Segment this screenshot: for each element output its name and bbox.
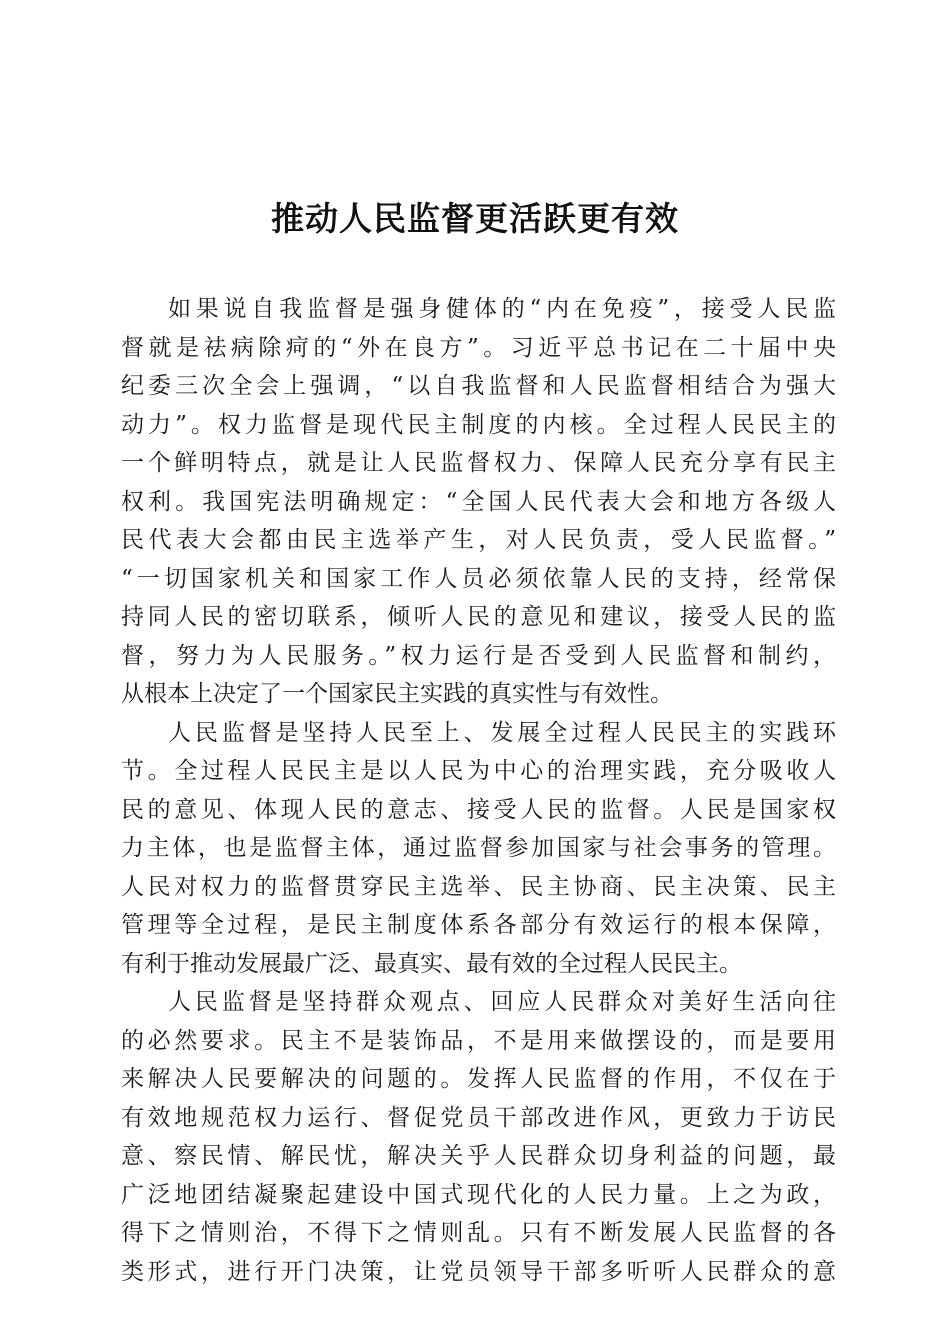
- text-line: “一切国家机关和国家工作人员必须依靠人民的支持，经常保: [121, 565, 836, 592]
- text-line: 管理等全过程，是民主制度体系各部分有效运行的根本保障，: [121, 912, 836, 938]
- text-line: 有利于推动发展最广泛、最真实、最有效的全过程人民民主。: [121, 950, 742, 977]
- text-line: 人民对权力的监督贯穿民主选举、民主协商、民主决策、民主: [121, 873, 836, 900]
- text-line: 纪委三次全会上强调，“以自我监督和人民监督相结合为强大: [121, 373, 836, 399]
- text-line: 意、察民情、解民忧，解决关乎人民群众切身利益的问题，最: [121, 1143, 836, 1169]
- text-line: 持同人民的密切联系，倾听人民的意见和建议，接受人民的监: [121, 604, 836, 630]
- paragraph-2: [121, 714, 836, 984]
- text-line: 类形式，进行开门决策，让党员领导干部多听听人民群众的意: [121, 1258, 836, 1285]
- text-line: 力主体，也是监督主体，通过监督参加国家与社会事务的管理。: [121, 835, 836, 861]
- text-line: 一个鲜明特点，就是让人民监督权力、保障人民充分享有民主: [121, 450, 836, 476]
- text-line: 如果说自我监督是强身健体的“内在免疫”，接受人民监: [168, 296, 836, 322]
- text-line: 权利。我国宪法明确规定：“全国人民代表大会和地方各级人: [121, 488, 836, 515]
- text-line: 从根本上决定了一个国家民主实践的真实性与有效性。: [121, 681, 673, 707]
- text-line: 来解决人民要解决的问题的。发挥人民监督的作用，不仅在于: [121, 1066, 836, 1092]
- text-line: 得下之情则治，不得下之情则乱。只有不断发展人民监督的各: [121, 1220, 836, 1246]
- text-line: 广泛地团结凝聚起建设中国式现代化的人民力量。上之为政，: [121, 1181, 836, 1208]
- text-line: 的必然要求。民主不是装饰品，不是用来做摆设的，而是要用: [121, 1027, 836, 1054]
- text-line: 人民监督是坚持群众观点、回应人民群众对美好生活向往: [168, 989, 836, 1015]
- text-line: 民的意见、体现人民的意志、接受人民的监督。人民是国家权: [121, 796, 836, 823]
- document-body: [121, 290, 836, 1291]
- document-title: 推动人民监督更活跃更有效: [271, 199, 679, 238]
- text-line: 人民监督是坚持人民至上、发展全过程人民民主的实践环: [168, 719, 836, 746]
- text-line: 民代表大会都由民主选举产生，对人民负责，受人民监督。”: [121, 527, 836, 553]
- text-line: 有效地规范权力运行、督促党员干部改进作风，更致力于访民: [121, 1104, 836, 1131]
- text-line: 节。全过程人民民主是以人民为中心的治理实践，充分吸收人: [121, 758, 836, 784]
- paragraph-1: [121, 290, 836, 714]
- text-line: 动力”。权力监督是现代民主制度的内核。全过程人民民主的: [121, 411, 836, 438]
- text-line: 督就是祛病除疴的“外在良方”。习近平总书记在二十届中央: [121, 334, 836, 361]
- paragraph-3: [121, 983, 836, 1291]
- text-line: 督，努力为人民服务。”权力运行是否受到人民监督和制约，: [121, 642, 836, 669]
